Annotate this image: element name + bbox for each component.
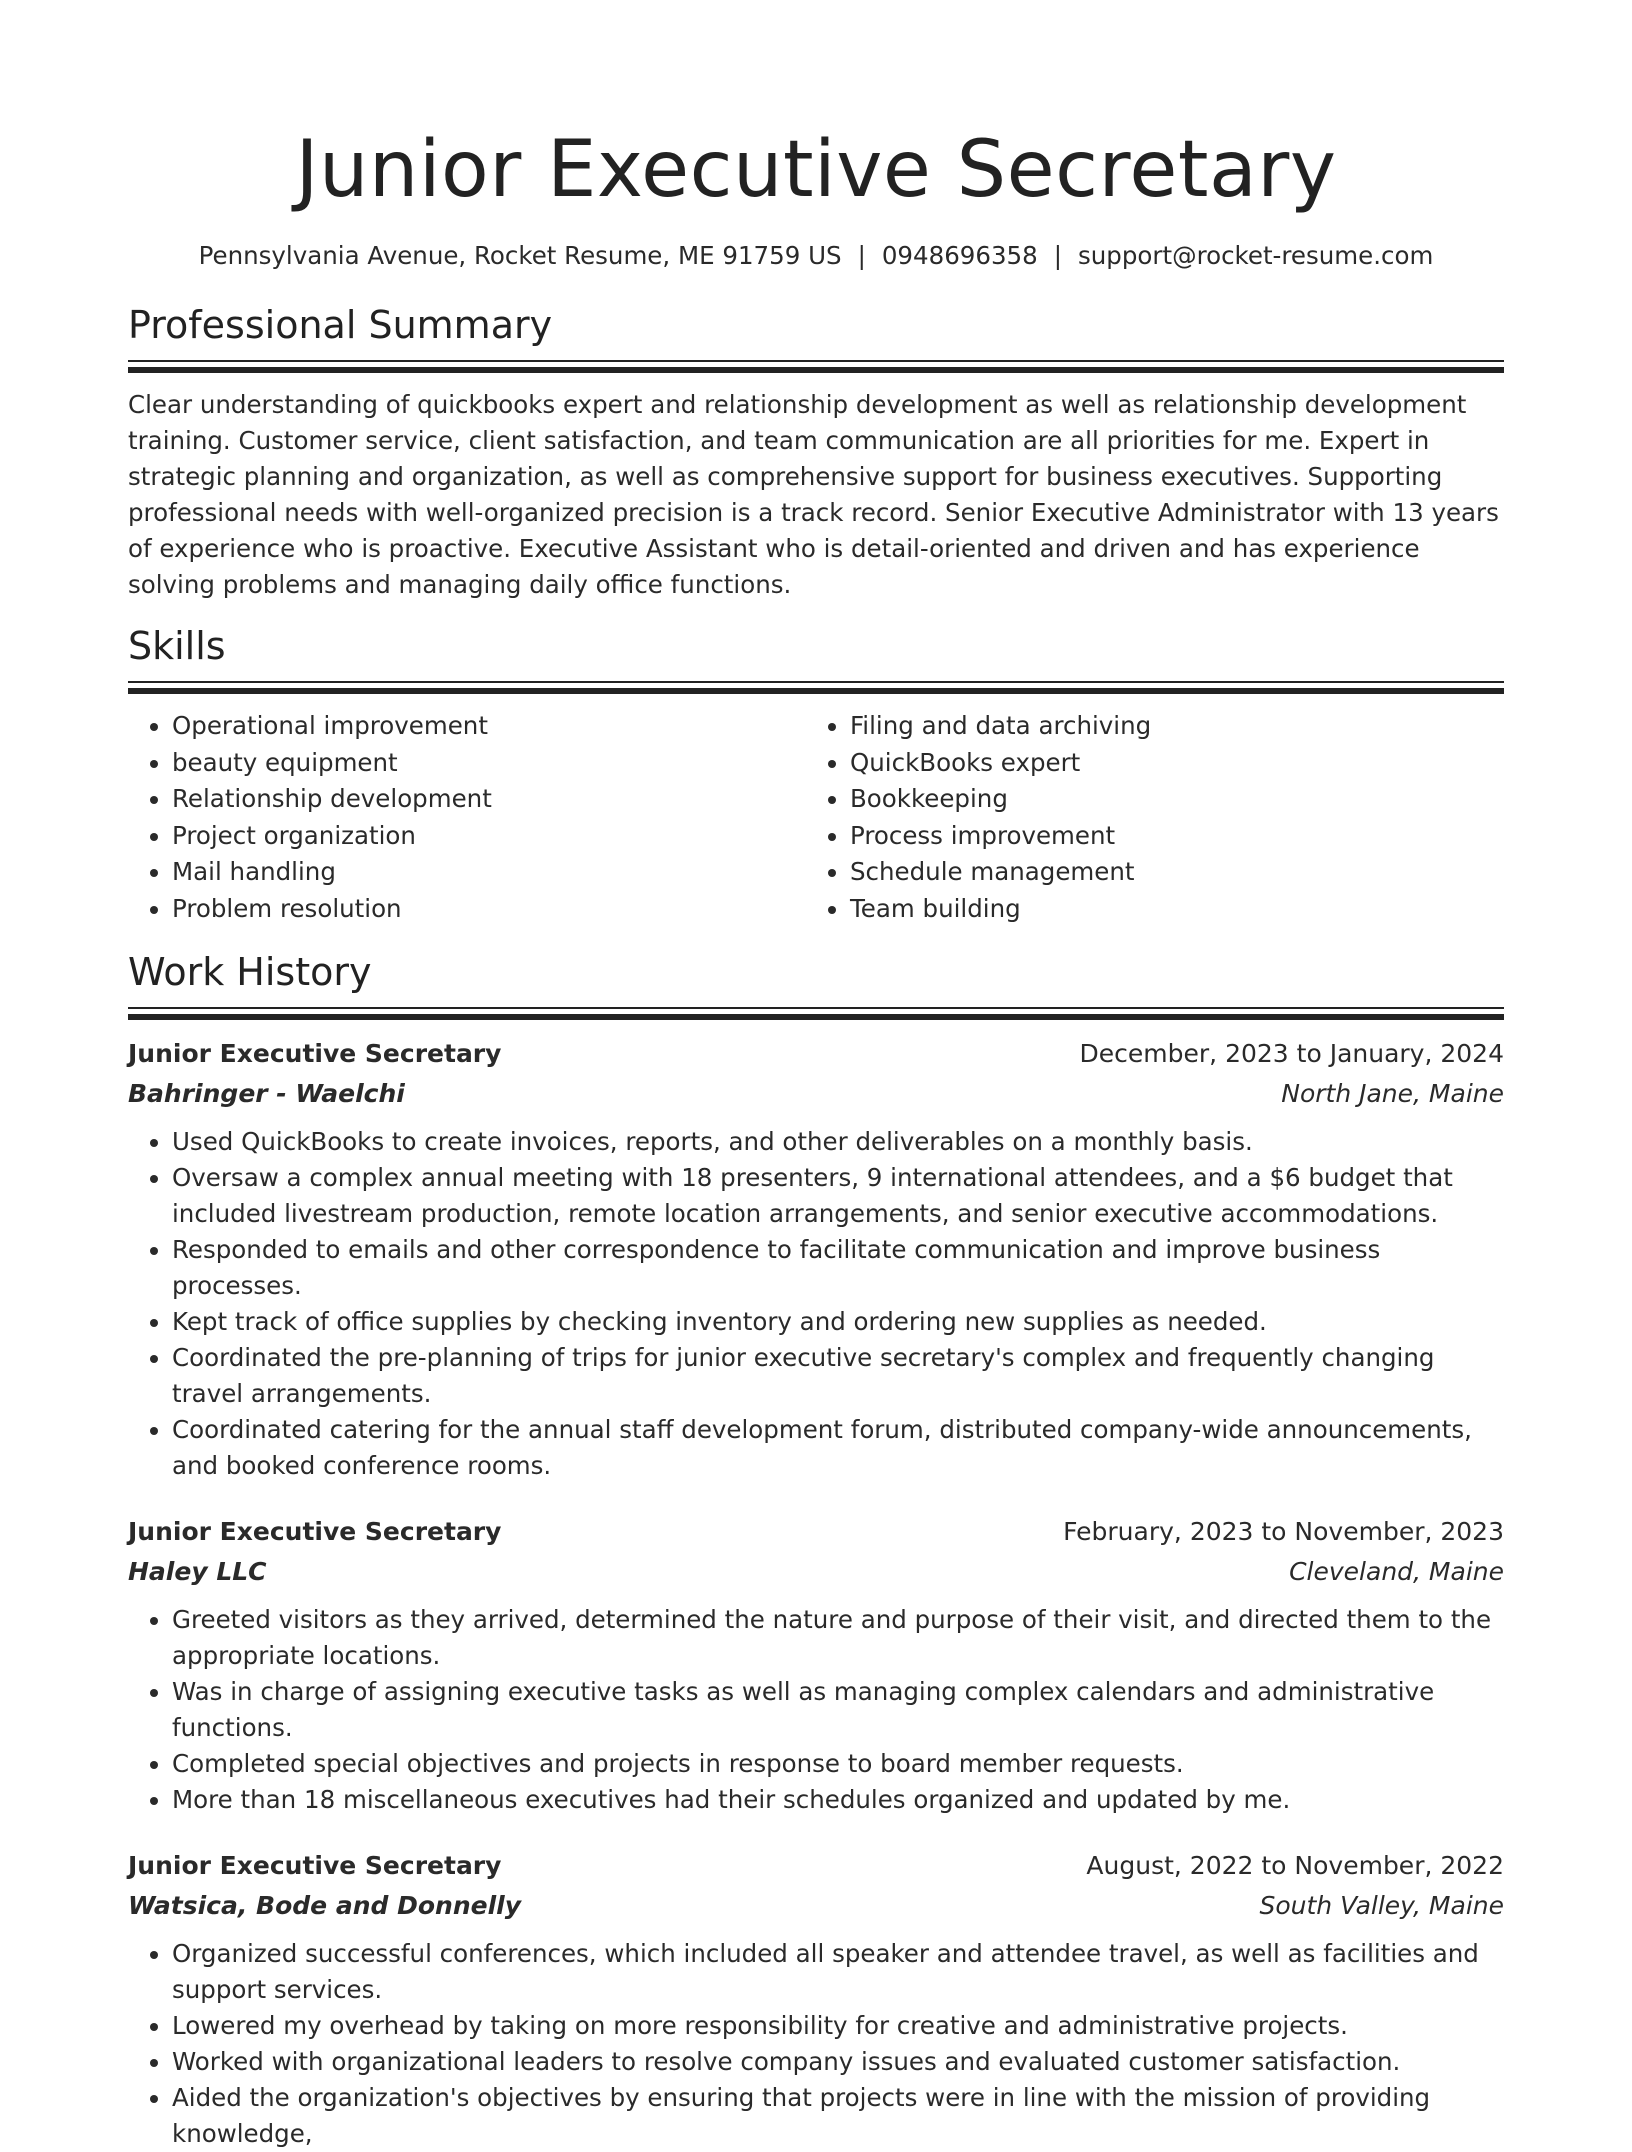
skill-item: • QuickBooks expert xyxy=(850,745,1484,782)
section-divider xyxy=(128,360,1504,373)
job-header xyxy=(128,1034,1504,1074)
job-entry xyxy=(128,1034,1504,1484)
job-bullet: • Coordinated the pre-planning of trips for junior executive secretary's complex and frequently changing travel arrangements. xyxy=(172,1340,1504,1412)
contact-address: Pennsylvania Avenue, Rocket Resume, ME 91759 US xyxy=(198,241,842,270)
skill-item: • Schedule management xyxy=(850,854,1484,891)
section-title-work-history: Work History xyxy=(128,950,372,994)
resume-page xyxy=(128,0,1504,2152)
job-dates: December, 2023 to January, 2024 xyxy=(1079,1039,1504,1068)
contact-separator: | xyxy=(1053,241,1062,270)
job-bullet: • Completed special objectives and projects in response to board member requests. xyxy=(172,1746,1504,1782)
section-title-skills: Skills xyxy=(128,624,226,668)
job-header xyxy=(128,1512,1504,1552)
job-bullet: • Organized successful conferences, which included all speaker and attendee travel, as well as facilities and support services. xyxy=(172,1936,1504,2008)
skill-item: • beauty equipment xyxy=(172,745,806,782)
skills-column-right xyxy=(806,708,1484,927)
job-bullets xyxy=(128,1124,1504,1484)
job-dates: February, 2023 to November, 2023 xyxy=(1063,1517,1504,1546)
job-entry xyxy=(128,1512,1504,1818)
job-bullet: • More than 18 miscellaneous executives had their schedules organized and updated by me. xyxy=(172,1782,1504,1818)
job-bullet: • Worked with organizational leaders to resolve company issues and evaluated customer satisfaction. xyxy=(172,2044,1504,2080)
skill-item: • Process improvement xyxy=(850,818,1484,855)
skill-item: • Mail handling xyxy=(172,854,806,891)
skill-item: • Filing and data archiving xyxy=(850,708,1484,745)
section-divider xyxy=(128,681,1504,694)
job-title: Junior Executive Secretary xyxy=(128,1517,502,1546)
job-location: South Valley, Maine xyxy=(1259,1891,1504,1920)
job-bullet: • Kept track of office supplies by checking inventory and ordering new supplies as needed. xyxy=(172,1304,1504,1340)
job-subheader xyxy=(128,1552,1504,1592)
contact-separator: | xyxy=(857,241,866,270)
job-bullet: • Coordinated catering for the annual staff development forum, distributed company-wide announcements, and booked conference rooms. xyxy=(172,1412,1504,1484)
job-header xyxy=(128,1846,1504,1886)
job-bullets xyxy=(128,1936,1504,2152)
job-title: Junior Executive Secretary xyxy=(128,1851,502,1880)
skill-item: • Team building xyxy=(850,891,1484,928)
skill-item: • Operational improvement xyxy=(172,708,806,745)
job-bullets xyxy=(128,1602,1504,1818)
skill-item: • Problem resolution xyxy=(172,891,806,928)
job-company: Haley LLC xyxy=(128,1557,267,1586)
job-company: Watsica, Bode and Donnelly xyxy=(128,1891,522,1920)
section-divider xyxy=(128,1007,1504,1020)
contact-phone: 0948696358 xyxy=(881,241,1038,270)
job-subheader xyxy=(128,1074,1504,1114)
job-bullet: • Oversaw a complex annual meeting with 18 presenters, 9 international attendees, and a $6 budget that included livestream production, remote location arrangements, and senior executive accommodations. xyxy=(172,1160,1504,1232)
job-bullet: • Aided the organization's objectives by ensuring that projects were in line with the mission of providing knowledge, xyxy=(172,2080,1504,2152)
summary-text: Clear understanding of quickbooks expert and relationship development as well as relationship development training. Customer service, client satisfaction, and team communication are all priorities for me. Expert in strategic planning and organization, as well as comprehensive support for business executives. Supporting professional needs with well-organized precision is a track record. Senior Executive Administrator with 13 years of experience who is proactive. Executive Assistant who is detail-oriented and driven and has experience solving problems and managing daily office functions. xyxy=(128,390,1499,599)
job-title: Junior Executive Secretary xyxy=(128,1039,502,1068)
job-subheader xyxy=(128,1886,1504,1926)
job-bullet: • Used QuickBooks to create invoices, reports, and other deliverables on a monthly basis. xyxy=(172,1124,1504,1160)
job-dates: August, 2022 to November, 2022 xyxy=(1086,1851,1504,1880)
summary-section xyxy=(128,302,1504,603)
skills-list xyxy=(128,708,1504,927)
resume-name: Junior Executive Secretary xyxy=(295,125,1337,215)
job-company: Bahringer - Waelchi xyxy=(128,1079,405,1108)
job-bullet: • Lowered my overhead by taking on more responsibility for creative and administrative projects. xyxy=(172,2008,1504,2044)
skill-item: • Relationship development xyxy=(172,781,806,818)
job-location: Cleveland, Maine xyxy=(1289,1557,1504,1586)
contact-line xyxy=(128,240,1504,272)
contact-email: support@rocket-resume.com xyxy=(1078,241,1434,270)
job-bullet: • Greeted visitors as they arrived, determined the nature and purpose of their visit, and directed them to the appropriate locations. xyxy=(172,1602,1504,1674)
job-location: North Jane, Maine xyxy=(1281,1079,1504,1108)
job-bullet: • Responded to emails and other correspondence to facilitate communication and improve business processes. xyxy=(172,1232,1504,1304)
job-bullet: • Was in charge of assigning executive tasks as well as managing complex calendars and administrative functions. xyxy=(172,1674,1504,1746)
section-title-summary: Professional Summary xyxy=(128,303,553,347)
work-history-section xyxy=(128,949,1504,2152)
skill-item: • Project organization xyxy=(172,818,806,855)
skills-column-left xyxy=(128,708,806,927)
skills-section xyxy=(128,623,1504,927)
job-entry xyxy=(128,1846,1504,2152)
skill-item: • Bookkeeping xyxy=(850,781,1484,818)
